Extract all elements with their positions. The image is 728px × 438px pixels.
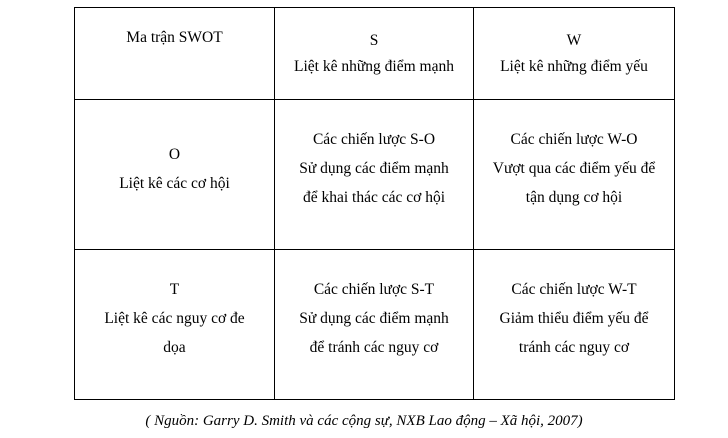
st-strategy-cell [275,250,474,400]
so-strategy-line2: để khai thác các cơ hội [302,189,446,206]
wo-strategy-title: Các chiến lược W-O [510,131,638,148]
opportunities-desc: Liệt kê các cơ hội [119,174,230,192]
threats-desc-line1: Liệt kê các nguy cơ đe [104,310,245,327]
threats-desc-line2: dọa [163,339,186,356]
threats-row [75,250,675,400]
opportunities-row [75,100,675,250]
st-strategy-title: Các chiến lược S-T [313,281,435,298]
opportunities-label-cell [75,100,275,250]
strengths-header-cell [275,8,474,100]
opportunities-letter: O [168,145,181,163]
strengths-letter: S [369,31,379,49]
weaknesses-letter: W [566,31,582,49]
swot-matrix-table [74,7,675,400]
wo-strategy-line2: tận dụng cơ hội [525,189,623,206]
so-strategy-title: Các chiến lược S-O [312,131,436,148]
wt-strategy-line1: Giảm thiểu điểm yếu để [499,310,649,327]
wo-strategy-cell [474,100,675,250]
so-strategy-line1: Sử dụng các điểm mạnh [299,160,449,177]
header-row [75,8,675,100]
strengths-desc: Liệt kê những điểm mạnh [294,57,454,75]
wo-strategy-line1: Vượt qua các điểm yếu để [492,160,656,177]
weaknesses-header-cell [474,8,675,100]
wt-strategy-title: Các chiến lược W-T [511,281,637,298]
corner-label: Ma trận SWOT [126,29,223,46]
corner-cell [75,8,275,100]
wt-strategy-line2: tránh các nguy cơ [518,339,630,356]
threats-letter: T [169,281,180,298]
weaknesses-desc: Liệt kê những điểm yếu [500,57,648,75]
so-strategy-cell [275,100,474,250]
st-strategy-line2: để tránh các nguy cơ [309,339,439,356]
st-strategy-line1: Sử dụng các điểm mạnh [299,310,449,327]
threats-label-cell [75,250,275,400]
wt-strategy-cell [474,250,675,400]
source-citation: ( Nguồn: Garry D. Smith và các cộng sự, NXB Lao động – Xã hội, 2007) [145,413,583,429]
